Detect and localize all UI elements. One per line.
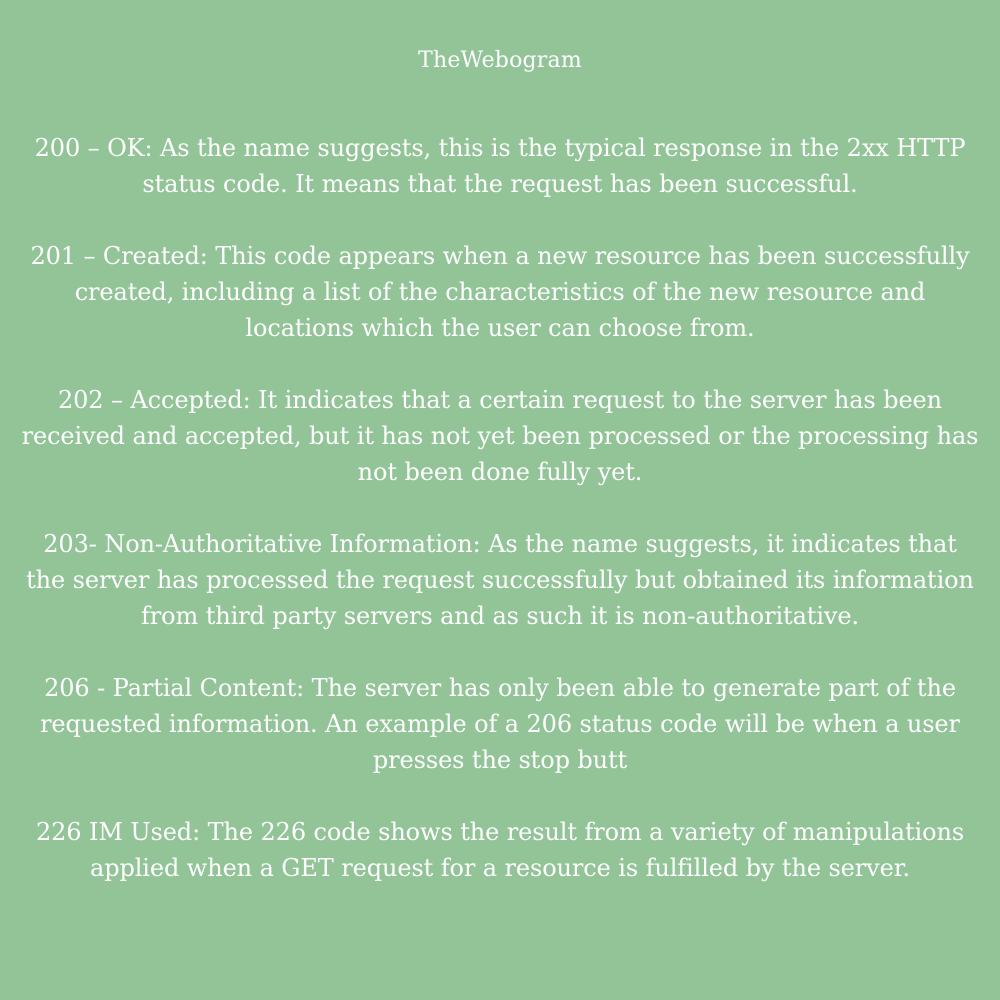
status-226-paragraph: 226 IM Used: The 226 code shows the result from a variety of manipulations applied when a GET request for a resource is fulfilled by the server. [35, 818, 965, 882]
status-203-paragraph: 203- Non-Authoritative Information: As the name suggests, it indicates that the server has processed the request successfully but obtained its information from third party servers and as such it is non-authoritative. [26, 530, 974, 630]
status-200-paragraph: 200 – OK: As the name suggests, this is the typical response in the 2xx HTTP status code. It means that the request has been successful. [34, 134, 966, 198]
status-206-paragraph: 206 - Partial Content: The server has only been able to generate part of the requested information. An example of a 206 status code will be when a user presses the stop butt [40, 674, 960, 774]
status-202-paragraph: 202 – Accepted: It indicates that a certain request to the server has been received and accepted, but it has not yet been processed or the processing has not been done fully yet. [21, 386, 979, 486]
status-code-list [20, 130, 980, 886]
status-201-paragraph: 201 – Created: This code appears when a new resource has been successfully created, including a list of the characteristics of the new resource and locations which the user can choose from. [30, 242, 970, 342]
brand-title: TheWebogram [418, 48, 582, 73]
